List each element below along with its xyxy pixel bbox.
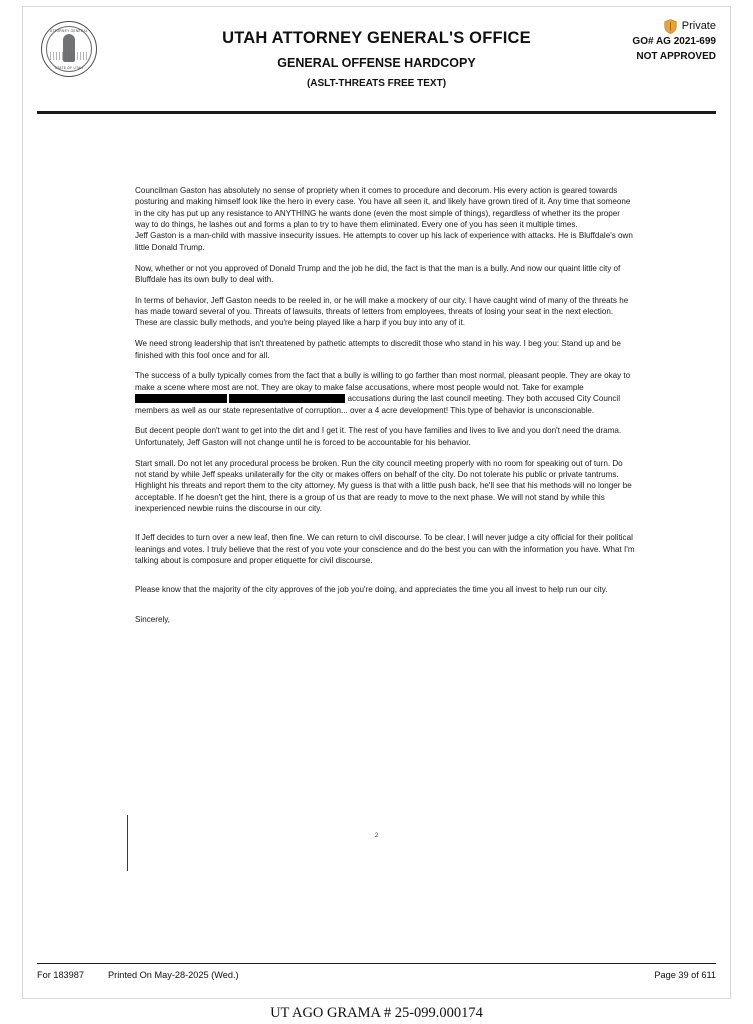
redacted-paragraph-after: accusations during the last council meeting. They both accused City Council members as well as our state representative of corruption... over a 4 acre development! This type of behavior is unconscionable.: [135, 394, 620, 415]
document-header: [23, 7, 730, 112]
document-subtitle: (ASLT-THREATS FREE TEXT): [306, 78, 447, 89]
header-title-block: [23, 29, 730, 89]
organization-title: UTAH ATTORNEY GENERAL'S OFFICE: [222, 29, 531, 47]
narrative-paragraph: If Jeff decides to turn over a new leaf, then fine. We can return to civil discourse. To be clear, I will never judge a city official for their political leanings and votes. I truly believe that the rest of you vote your conscience and do the best you can with the information you have. What I'm talking about is composure and proper etiquette for civil discourse.: [135, 533, 635, 565]
seal-top-text: ATTORNEY GENERAL: [50, 29, 88, 33]
narrative-paragraph-redacted: [135, 370, 635, 415]
document-sheet: [22, 6, 731, 999]
narrative-paragraph: Now, whether or not you approved of Donald Trump and the job he did, the fact is that the man is a bully. And now our quaint little city of Bluffdale has its own bully to deal with.: [135, 263, 621, 284]
document-footer: [37, 966, 716, 984]
seal-bottom-text: STATE OF UTAH: [54, 66, 84, 70]
inner-page-number: 2: [374, 833, 379, 839]
redaction-bar: [229, 394, 345, 403]
narrative-paragraph: Jeff Gaston is a man-child with massive insecurity issues. He attempts to cover up his lack of experience with attacks. He is Bluffdale's own little Donald Trump.: [135, 231, 633, 252]
privacy-badge: [632, 19, 716, 34]
case-number: GO# AG 2021-699: [632, 36, 716, 47]
narrative-paragraph: But decent people don't want to get into the dirt and I get it. The rest of you have families and lives to live and you don't need the drama. Unfortunately, Jeff Gaston will not change until he is forced to be accountable for his behavior.: [135, 426, 622, 447]
header-meta-block: [632, 19, 716, 64]
document-title: GENERAL OFFENSE HARDCOPY: [277, 56, 476, 70]
approval-status: NOT APPROVED: [636, 51, 716, 62]
for-label: For 183987: [37, 970, 84, 980]
narrative-paragraph: Councilman Gaston has absolutely no sense of propriety when it comes to procedure and decorum. His every action is geared towards posturing and making himself look like the hero in every case. You have all seen it, and likely have grown tired of it. Any time that someone in the city has put up any resistance to ANYTHING he wants done (even the most simple of things), regardless of whether its the proper way to do things, he lashes out and forms a plan to try to have them eliminated. Every one of you has seen it multiple times.: [135, 186, 631, 230]
signature-margin-line: [127, 815, 128, 871]
privacy-label: Private: [681, 20, 716, 32]
redacted-paragraph-before: The success of a bully typically comes from the fact that a bully is willing to go farther than most normal, pleasant people. They are okay to make a scene where most are not. They are okay to make false accusations, where most people would not. Take for example: [135, 371, 631, 392]
footer-left-group: [37, 970, 239, 980]
narrative-paragraph: In terms of behavior, Jeff Gaston needs to be reeled in, or he will make a mockery of our city. I have caught wind of many of the threats he has made toward several of you. Threats of lawsuits, threats of letters from employees, threats of losing your seat in the next election. These are classic bully methods, and you're being played like a harp if you buy into any of it.: [135, 295, 629, 328]
shield-icon: [664, 19, 677, 34]
narrative-paragraph: We need strong leadership that isn't threatened by pathetic attempts to discredit those who stand in his way. I beg you: Stand up and be finished with this fool once and for all.: [135, 339, 621, 360]
printed-on-label: Printed On May-28-2025 (Wed.): [108, 970, 239, 980]
signature-closing: Sincerely,: [135, 614, 170, 624]
page-label: Page 39 of 611: [654, 970, 716, 980]
header-divider: [37, 111, 716, 114]
redaction-bar: [135, 394, 227, 403]
footer-divider: [37, 963, 716, 964]
narrative-paragraph: Please know that the majority of the city approves of the job you're doing, and appreciates the time you all invest to help run our city.: [135, 585, 608, 595]
grama-footer-line: UT AGO GRAMA # 25-099.000174: [270, 1005, 483, 1021]
narrative-paragraph: Start small. Do not let any procedural process be broken. Run the city council meeting properly with no room for speaking out of turn. Do not stand by while Jeff speaks unilaterally for the city or makes offers on behalf of the city. Do not tolerate his public or private tantrums. Highlight his threats and report them to the city attorney. My guess is that with a little push back, he'll see that his methods will no longer be acceptable. If he doesn't get the hint, there is a group of us that are ready to move to the next phase. We will not stand by while this inexperienced newbie ruins the discourse in our city.: [135, 458, 632, 513]
narrative-body: [135, 185, 635, 634]
